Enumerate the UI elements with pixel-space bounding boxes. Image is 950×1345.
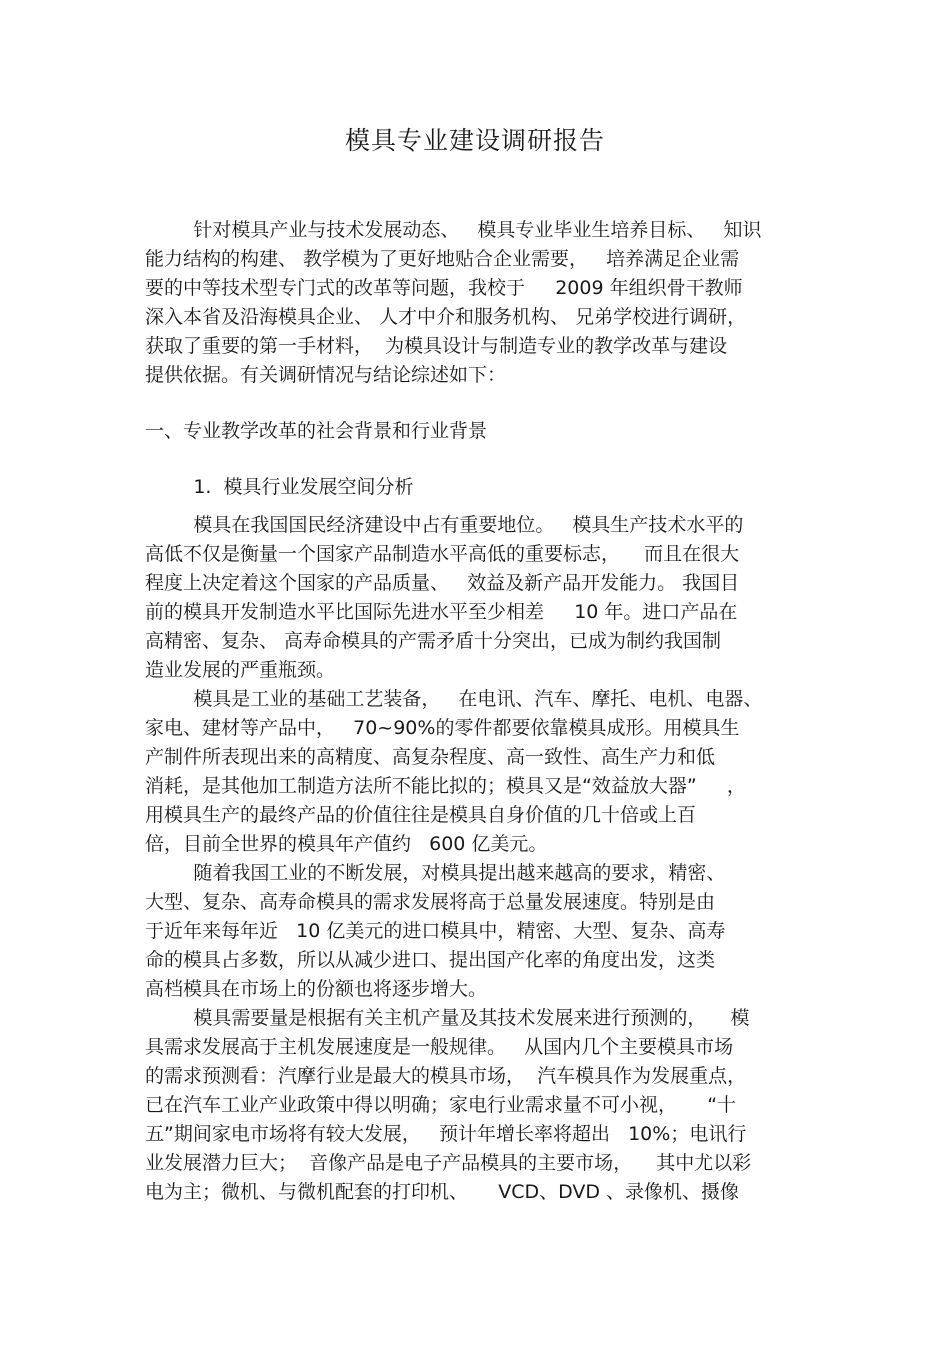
paragraph-line: 模具是工业的基础工艺装备， 在电讯、汽车、摩托、电机、电器、 <box>145 688 763 710</box>
paragraph-line: 于近年来每年近 10 亿美元的进口模具中，精密、大型、复杂、高寿 <box>145 920 726 942</box>
paragraph-line: 的需求预测看：汽摩行业是最大的模具市场， 汽车模具作为发展重点， <box>145 1065 747 1087</box>
paragraph-line: 模具需要量是根据有关主机产量及其技术发展来进行预测的， 模 <box>145 1007 750 1029</box>
paragraph-line: 已在汽车工业产业政策中得以明确；家电行业需求量不可小视， “十 <box>145 1094 737 1116</box>
paragraph-line: 命的模具占多数，所以从减少进口、提出国产化率的角度出发，这类 <box>145 949 716 971</box>
paragraph-line: 造业发展的严重瓶颈。 <box>145 659 336 681</box>
subsection-heading: 1. 模具行业发展空间分析 <box>145 476 414 498</box>
paragraph-line: 获取了重要的第一手材料， 为模具设计与制造专业的教学改革与建设 <box>145 335 728 357</box>
paragraph-line: 深入本省及沿海模具企业、 人才中介和服务机构、 兄弟学校进行调研， <box>145 306 747 328</box>
paragraph-line: 高低不仅是衡量一个国家产品制造水平高低的重要标志， 而且在很大 <box>145 543 740 565</box>
paragraph-line: 随着我国工业的不断发展，对模具提出越来越高的要求，精密、 <box>145 862 726 884</box>
paragraph-line: 高精密、复杂、 高寿命模具的产需矛盾十分突出，已成为制约我国制 <box>145 630 722 652</box>
paragraph-line: 电为主；微机、与微机配套的打印机、 VCD、DVD 、录像机、摄像 <box>145 1181 740 1203</box>
paragraph-line: 消耗，是其他加工制造方法所不能比拟的；模具又是“效益放大器” ， <box>145 775 746 797</box>
paragraph-line: 用模具生产的最终产品的价值往往是模具自身价值的几十倍或上百 <box>145 804 697 826</box>
paragraph-line: 程度上决定着这个国家的产品质量、 效益及新产品开发能力。 我国目 <box>145 572 740 594</box>
section-heading: 一、专业教学改革的社会背景和行业背景 <box>145 420 488 442</box>
paragraph-line: 五”期间家电市场将有较大发展， 预计年增长率将超出 10%；电讯行 <box>145 1123 747 1145</box>
paragraph-line: 产制件所表现出来的高精度、高复杂程度、高一致性、高生产力和低 <box>145 746 716 768</box>
paragraph-line: 具需求发展高于主机发展速度是一般规律。 从国内几个主要模具市场 <box>145 1036 734 1058</box>
paragraph-line: 提供依据。有关调研情况与结论综述如下： <box>145 364 507 386</box>
paragraph-line: 针对模具产业与技术发展动态、 模具专业毕业生培养目标、 知识 <box>145 219 762 241</box>
paragraph-line: 倍，目前全世界的模具年产值约 600 亿美元。 <box>145 833 548 855</box>
document-title: 模具专业建设调研报告 <box>344 126 605 155</box>
paragraph-line: 模具在我国国民经济建设中占有重要地位。 模具生产技术水平的 <box>145 514 744 536</box>
paragraph-line: 高档模具在市场上的份额也将逐步增大。 <box>145 978 488 1000</box>
paragraph-line: 业发展潜力巨大； 音像产品是电子产品模具的主要市场， 其中尤以彩 <box>145 1152 752 1174</box>
paragraph-line: 前的模具开发制造水平比国际先进水平至少相差 10 年。进口产品在 <box>145 601 738 623</box>
paragraph-line: 要的中等技术型专门式的改革等问题，我校于 2009 年组织骨干教师 <box>145 277 743 299</box>
paragraph-line: 家电、建材等产品中， 70~90%的零件都要依靠模具成形。用模具生 <box>145 717 740 739</box>
paragraph-line: 能力结构的构建、 教学模为了更好地贴合企业需要， 培养满足企业需 <box>145 248 740 270</box>
paragraph-line: 大型、复杂、高寿命模具的需求发展将高于总量发展速度。特别是由 <box>145 891 716 913</box>
